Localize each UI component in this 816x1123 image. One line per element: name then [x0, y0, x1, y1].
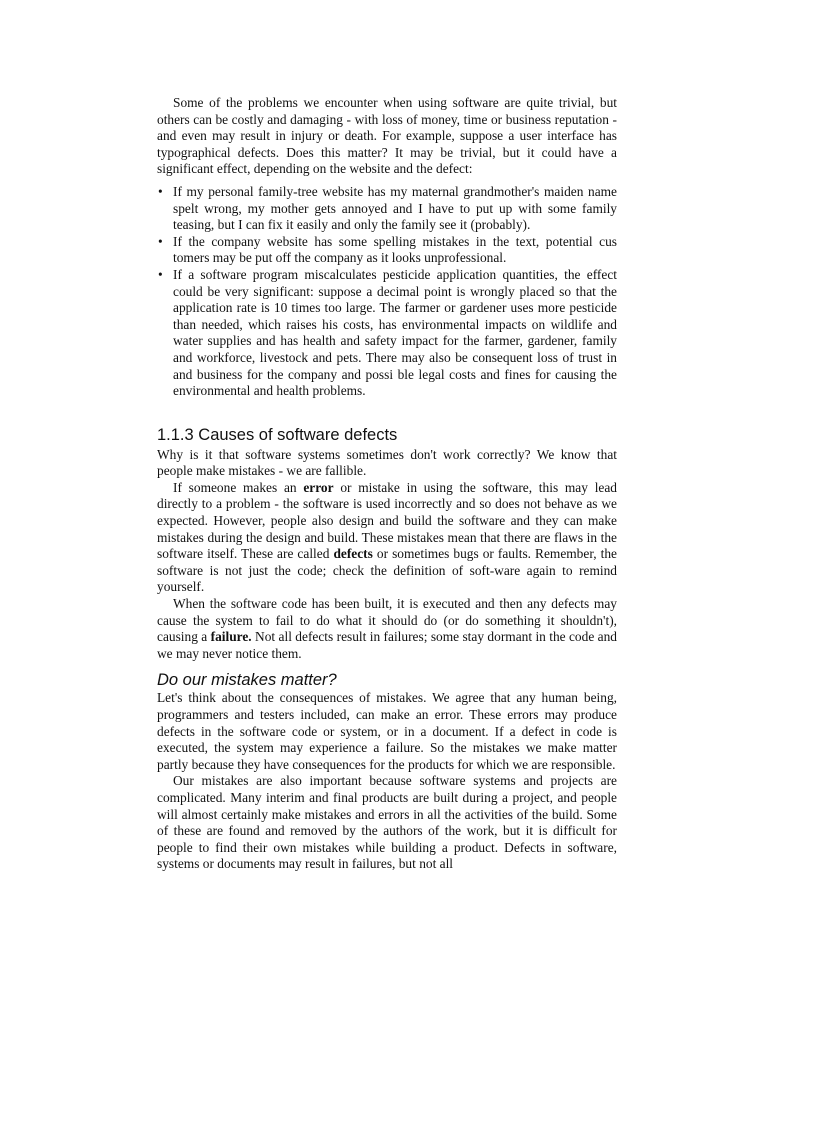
term-defects: defects — [333, 546, 373, 562]
intro-paragraph: Some of the problems we encounter when using software are quite trivial, but others can be costly and damaging - with loss of money, time or business reputation - and even may result in injury or death. For example, suppose a user interface has typographical defects. Does this matter? It may be trivial, but it could have a significant effect, depending on the website and the defect: — [157, 95, 617, 177]
bullet-icon: • — [158, 266, 163, 282]
text-run: or mistake in using the software, this may lead directly to a problem - the software is used incorrectly and so does not behave as we expected. However, people also design and build the software and they can make mistakes during the design and build. These mistakes mean that there are flaws in the software itself. These are called — [157, 479, 617, 562]
causes-paragraph-1: Why is it that software systems sometimes don't work correctly? We know that people make mistakes - we are fallible. — [157, 446, 617, 479]
text-run: When the software code has been built, it is executed and then any defects may cause the system to fail to do what it should do (or do something it shouldn't), causing a — [157, 596, 617, 645]
causes-paragraph-3 — [157, 596, 617, 662]
list-item-text: If my personal family-tree website has my maternal grandmother's maiden name spelt wrong, my mother gets annoyed and I have to put up with some family teasing, but I can fix it easily and only the family see it (probably). — [173, 183, 617, 233]
text-run: If someone makes an — [173, 479, 304, 495]
subsection-heading: Do our mistakes matter? — [157, 671, 337, 690]
mistakes-paragraph-1: Let's think about the consequences of mistakes. We agree that any human being, programmers and testers included, can make an error. These errors may produce defects in the software code or system, or in a document. If a defect in code is executed, the system may experience a failure. So the mistakes we make matter partly because they have consequences for the products for which we are responsible. — [157, 690, 617, 772]
consequence-list — [157, 184, 617, 400]
document-page — [157, 95, 617, 873]
bullet-icon: • — [158, 233, 163, 249]
list-item — [157, 184, 617, 234]
list-item-text: If a software program miscalculates pesticide application quantities, the effect could be very significant: suppose a decimal point is wrongly placed so that the application rate is 10 times too large. The farmer or gardener uses more pesticide than needed, which raises his costs, has environmental impacts on wildlife and water supplies and has health and safety impact for the farmer, gardener, family and workforce, livestock and pets. There may also be consequent loss of trust in and business for the company and possi ble legal costs and fines for causing the environmental and health problems. — [173, 266, 617, 399]
causes-paragraph-2 — [157, 480, 617, 596]
text-run: or sometimes bugs or faults. Remember, the software is not just the code; check the definition of soft-ware again to remind yourself. — [157, 546, 617, 595]
bullet-icon: • — [158, 183, 163, 199]
list-item-text: If the company website has some spelling mistakes in the text, potential cus tomers may be put off the company as it looks unprofessional. — [173, 233, 617, 266]
list-item — [157, 234, 617, 267]
list-item — [157, 267, 617, 400]
term-error: error — [303, 479, 334, 495]
mistakes-paragraph-2: Our mistakes are also important because software systems and projects are complicated. Many interim and final products are built during a project, and people will almost certainly make mistakes and errors in all the activities of the build. Some of these are found and removed by the authors of the work, but it is difficult for people to find their own mistakes while building a product. Defects in software, systems or documents may result in failures, but not all — [157, 773, 617, 872]
text-run: Not all defects result in failures; some stay dormant in the code and we may never notice them. — [157, 629, 617, 661]
section-heading: 1.1.3 Causes of software defects — [157, 425, 398, 444]
term-failure: failure. — [210, 629, 252, 645]
